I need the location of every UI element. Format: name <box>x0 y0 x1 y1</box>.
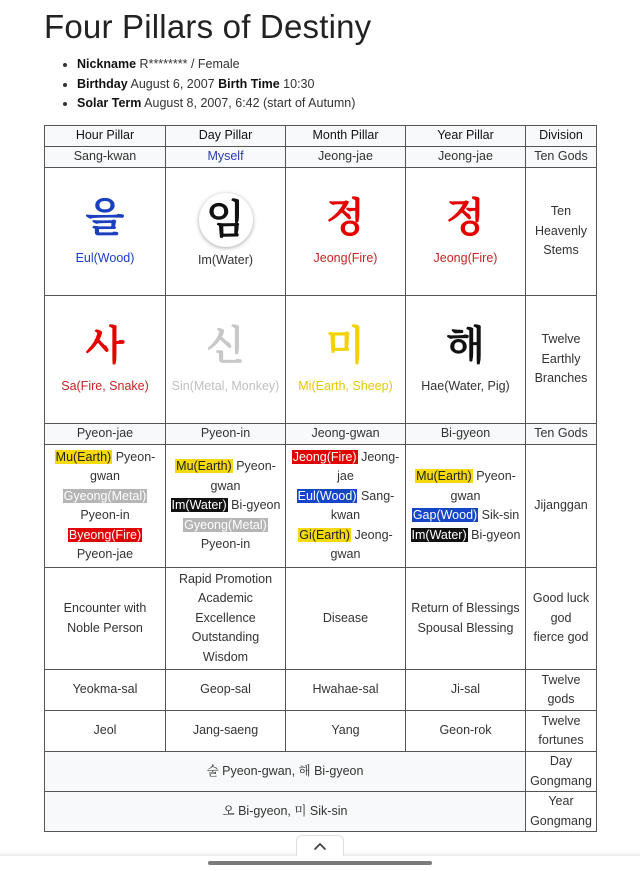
fortune-day: Jang-saeng <box>166 711 286 752</box>
branch-god-day: Pyeon-in <box>166 424 286 445</box>
star-day <box>166 568 286 670</box>
star-month: Disease <box>286 568 406 670</box>
element-tag: Mu(Earth) <box>416 469 472 483</box>
element-tag: Byeong(Fire) <box>68 527 142 542</box>
info-birthday <box>77 75 355 95</box>
stem-god-hour: Sang-kwan <box>45 147 166 168</box>
scroll-up-button[interactable] <box>296 835 344 858</box>
branch-label: Hae(Water, Pig) <box>421 378 510 393</box>
stem-god-month: Jeong-jae <box>286 147 406 168</box>
element-tag: Im(Water) <box>171 498 227 513</box>
stem-label: Im(Water) <box>197 252 254 267</box>
chevron-up-icon <box>313 842 327 851</box>
element-tag: Gi(Earth) <box>299 527 350 542</box>
branch-char: 사 <box>85 323 125 368</box>
branch-ten-gods-row <box>45 424 597 445</box>
star-text: Spousal Blessing <box>417 620 514 635</box>
twelve-god-day: Geop-sal <box>166 670 286 711</box>
info-nickname <box>77 55 355 75</box>
twelve-god-hour: Yeokma-sal <box>45 670 166 711</box>
branch-label: Sin(Metal, Monkey) <box>171 378 280 393</box>
stem-ten-gods-row <box>45 147 597 168</box>
jijanggan-hour <box>45 445 166 568</box>
element-tag: Mu(Earth) <box>55 449 112 464</box>
info-value: August 6, 2007 <box>130 76 215 91</box>
twelve-gods-label: Twelve gods <box>526 670 597 711</box>
stem-month <box>286 168 406 296</box>
god-text: Pyeon-gwan <box>90 449 156 483</box>
twelve-god-year: Ji-sal <box>406 670 526 711</box>
branch-god-hour: Pyeon-jae <box>45 424 166 445</box>
profile-info-list <box>60 55 355 114</box>
element-tag: Gyeong(Metal) <box>63 488 147 503</box>
page-title: Four Pillars of Destiny <box>44 8 372 45</box>
stem-day <box>166 168 286 296</box>
star-side-text: Good luck god <box>532 591 590 625</box>
header-year: Year Pillar <box>406 126 526 147</box>
fortune-month: Yang <box>286 711 406 752</box>
stem-hour <box>45 168 166 296</box>
info-value: August 8, 2007, 6:42 (start of Autumn) <box>144 96 356 110</box>
stem-god-day: Myself <box>166 147 286 168</box>
element-tag: Gap(Wood) <box>412 508 478 522</box>
star-text: Rapid Promotion <box>178 571 273 586</box>
branch-god-division: Ten Gods <box>526 424 597 445</box>
star-side-text: fierce god <box>533 630 589 645</box>
god-text: Sang-kwan <box>330 488 395 522</box>
stem-label: Eul(Wood) <box>75 250 135 265</box>
stem-god-year: Jeong-jae <box>406 147 526 168</box>
jijanggan-row <box>45 445 597 568</box>
god-text: Pyeon-gwan <box>210 459 276 493</box>
header-month: Month Pillar <box>286 126 406 147</box>
twelve-fortunes-label: Twelve fortunes <box>526 711 597 752</box>
branch-char: 신 <box>206 323 245 368</box>
element-tag: Mu(Earth) <box>176 459 232 474</box>
day-gongmang-label: Day Gongmang <box>526 752 597 792</box>
stems-side-label: Ten Heavenly Stems <box>526 168 597 296</box>
info-solar-term <box>77 94 355 114</box>
day-gongmang-value: 술 Pyeon-gwan, 해 Bi-gyeon <box>45 752 526 792</box>
star-text: Return of Blessings <box>411 601 520 615</box>
god-text: Bi-gyeon <box>227 498 281 513</box>
stem-god-division: Ten Gods <box>526 147 597 168</box>
heavenly-stems-row <box>45 168 597 296</box>
fortune-hour: Jeol <box>45 711 166 752</box>
twelve-gods-row <box>45 670 597 711</box>
info-label: Birth Time <box>218 76 280 91</box>
info-label: Nickname <box>77 57 137 71</box>
stem-char: 임 <box>206 197 245 242</box>
twelve-fortunes-row <box>45 711 597 752</box>
twelve-god-month: Hwahae-sal <box>286 670 406 711</box>
stem-label: Jeong(Fire) <box>313 250 378 265</box>
star-side <box>526 568 597 670</box>
element-tag: Gyeong(Metal) <box>184 517 267 532</box>
jijanggan-year <box>406 445 526 568</box>
info-value: R******** / Female <box>139 57 240 71</box>
branch-god-year: Bi-gyeon <box>406 424 526 445</box>
star-text: Outstanding Wisdom <box>191 630 260 664</box>
branch-label: Sa(Fire, Snake) <box>61 378 149 393</box>
star-year <box>406 568 526 670</box>
home-gesture-handle[interactable] <box>208 861 432 865</box>
fortune-year: Geon-rok <box>406 711 526 752</box>
year-gongmang-row <box>45 792 597 832</box>
branch-month <box>286 296 406 424</box>
info-label: Birthday <box>77 76 128 91</box>
year-gongmang-label: Year Gongmang <box>526 792 597 832</box>
stem-year <box>406 168 526 296</box>
stem-char: 정 <box>326 195 365 240</box>
branch-label: Mi(Earth, Sheep) <box>298 378 393 393</box>
god-text: Pyeon-in <box>200 537 251 552</box>
pillar-header-row <box>45 126 597 147</box>
header-day: Day Pillar <box>166 126 286 147</box>
star-hour: Encounter with Noble Person <box>45 568 166 670</box>
stem-char: 을 <box>85 195 125 240</box>
branch-god-month: Jeong-gwan <box>286 424 406 445</box>
jijanggan-side-label: Jijanggan <box>526 445 597 568</box>
stem-char: 정 <box>446 195 485 240</box>
info-value: 10:30 <box>283 76 315 91</box>
god-text: Sik-sin <box>478 508 520 522</box>
god-text: Bi-gyeon <box>467 527 521 542</box>
stars-row <box>45 568 597 670</box>
year-gongmang-value: 오 Bi-gyeon, 미 Sik-sin <box>45 792 526 832</box>
jijanggan-month <box>286 445 406 568</box>
god-text: Jeong-gwan <box>330 527 393 561</box>
four-pillars-table <box>44 125 597 832</box>
branch-char: 미 <box>326 323 365 368</box>
god-text: Pyeon-in <box>80 508 130 522</box>
myself-circle <box>199 193 253 247</box>
branch-hour <box>45 296 166 424</box>
header-division: Division <box>526 126 597 147</box>
element-tag: Im(Water) <box>411 527 467 542</box>
info-label: Solar Term <box>77 96 142 110</box>
header-hour: Hour Pillar <box>45 126 166 147</box>
branch-char: 해 <box>446 323 485 368</box>
god-text: Jeong-jae <box>337 449 400 483</box>
star-text: Academic Excellence <box>195 591 256 625</box>
branch-day <box>166 296 286 424</box>
branch-year <box>406 296 526 424</box>
element-tag: Eul(Wood) <box>297 488 357 503</box>
stem-label: Jeong(Fire) <box>433 250 498 265</box>
god-text: Pyeon-jae <box>76 547 134 561</box>
day-gongmang-row <box>45 752 597 792</box>
earthly-branches-row <box>45 296 597 424</box>
element-tag: Jeong(Fire) <box>292 449 357 464</box>
branches-side-label: Twelve Earthly Branches <box>526 296 597 424</box>
jijanggan-day <box>166 445 286 568</box>
god-text: Pyeon-gwan <box>450 469 516 503</box>
